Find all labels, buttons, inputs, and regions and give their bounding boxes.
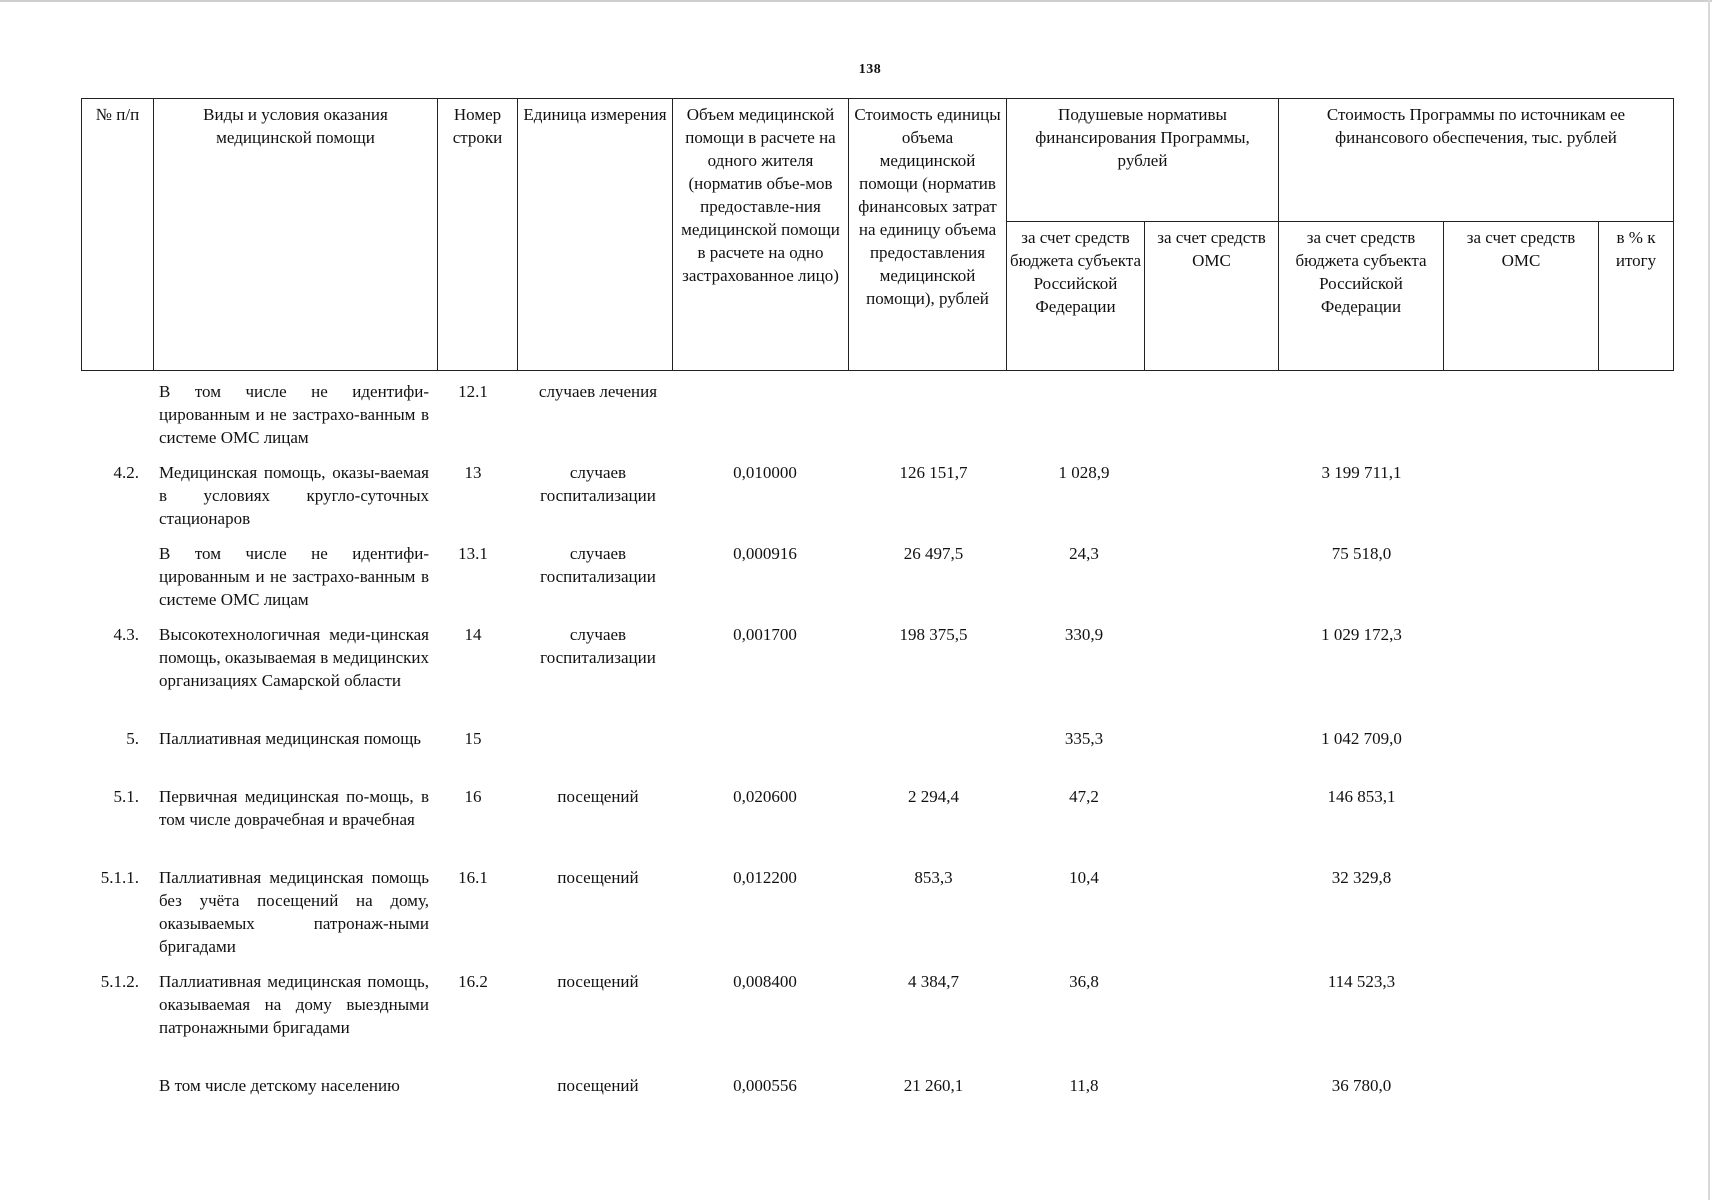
row-line: 13.1	[458, 544, 488, 563]
row-budget: 11,8	[1069, 1076, 1099, 1095]
header-volume: Объем медицинской помощи в расчете на одного жителя (норматив объе-мов предоставле-ния медицинской помощи в расчете на одно застрахованное лицо)	[673, 99, 849, 371]
row-num: 4.2.	[113, 463, 139, 482]
row-cost: 2 294,4	[908, 787, 959, 806]
scan-edge-top	[0, 0, 1712, 2]
header-program-budget: за счет средств бюджета субъекта Российской Федерации	[1279, 222, 1444, 371]
row-name: В том числе детскому населению	[159, 1076, 400, 1095]
row-unit: случаев лечения	[538, 382, 658, 401]
row-line: 16	[464, 787, 482, 806]
header-program-oms: за счет средств ОМС	[1444, 222, 1599, 371]
row-budget: 335,3	[1064, 729, 1104, 748]
row-cost: 4 384,7	[908, 972, 959, 991]
header-line: Номер строки	[438, 99, 518, 371]
row-unit: случаев госпитализации	[540, 544, 656, 586]
row-unit: посещений	[557, 787, 639, 806]
header-per-capita: Подушевые нормативы финансирования Программы, рублей	[1007, 99, 1279, 222]
row-volume: 0,000556	[733, 1076, 797, 1095]
row-volume: 0,001700	[733, 625, 797, 644]
row-name: В том числе не идентифи-цированным и не застрахо-ванным в системе ОМС лицам	[159, 382, 429, 447]
header-unit-cost: Стоимость единицы объема медицинской помощи (норматив финансовых затрат на единицу объема предоставления медицинской помощи), рублей	[849, 99, 1007, 371]
row-volume: 0,008400	[733, 972, 797, 991]
row-unit: случаев госпитализации	[540, 463, 656, 505]
table-header	[81, 98, 1674, 371]
row-line: 16.1	[458, 868, 488, 887]
row-volume: 0,000916	[733, 544, 797, 563]
row-line: 12.1	[458, 382, 488, 401]
row-budget: 24,3	[1069, 544, 1099, 563]
row-unit: посещений	[557, 1076, 639, 1095]
row-name: Паллиативная медицинская помощь	[159, 729, 422, 748]
header-num: № п/п	[82, 99, 154, 371]
header-program-cost: Стоимость Программы по источникам ее финансового обеспечения, тыс. рублей	[1279, 99, 1674, 222]
row-total: 32 329,8	[1331, 868, 1392, 887]
row-name: Паллиативная медицинская помощь, оказываемая на дому выездными патронажными бригадами	[159, 972, 429, 1037]
header-types: Виды и условия оказания медицинской помощи	[154, 99, 438, 371]
row-cost: 21 260,1	[903, 1076, 964, 1095]
row-budget: 330,9	[1064, 625, 1104, 644]
row-name: Паллиативная медицинская помощь без учёта посещений на дому, оказываемых патронаж-ными бригадами	[159, 868, 429, 956]
row-total: 1 029 172,3	[1321, 625, 1402, 644]
header-per-capita-oms: за счет средств ОМС	[1145, 222, 1279, 371]
scan-edge-right	[1708, 0, 1710, 1200]
header-per-capita-budget: за счет средств бюджета субъекта Российской Федерации	[1007, 222, 1145, 371]
row-budget: 47,2	[1069, 787, 1099, 806]
row-total: 114 523,3	[1327, 972, 1396, 991]
row-cost: 126 151,7	[899, 463, 968, 482]
row-total: 146 853,1	[1327, 787, 1396, 806]
row-name: В том числе не идентифи-цированным и не застрахо-ванным в системе ОМС лицам	[159, 544, 429, 609]
row-name: Медицинская помощь, оказы-ваемая в условиях кругло-суточных стационаров	[159, 463, 429, 528]
row-total: 3 199 711,1	[1321, 463, 1402, 482]
row-cost: 853,3	[914, 868, 953, 887]
row-total: 36 780,0	[1331, 1076, 1392, 1095]
row-budget: 36,8	[1069, 972, 1099, 991]
header-unit: Единица измерения	[518, 99, 673, 371]
row-unit: посещений	[557, 868, 639, 887]
row-line: 14	[464, 625, 482, 644]
page-number: 138	[858, 62, 882, 77]
row-budget: 10,4	[1069, 868, 1099, 887]
header-program-pct: в % к итогу	[1599, 222, 1674, 371]
row-budget: 1 028,9	[1058, 463, 1110, 482]
row-num: 5.	[126, 729, 139, 748]
row-num: 5.1.1.	[100, 868, 139, 887]
row-volume: 0,020600	[733, 787, 797, 806]
row-volume: 0,012200	[733, 868, 797, 887]
row-num: 5.1.2.	[100, 972, 139, 991]
row-volume: 0,010000	[733, 463, 797, 482]
row-unit: случаев госпитализации	[540, 625, 656, 667]
row-cost: 26 497,5	[903, 544, 964, 563]
row-cost: 198 375,5	[899, 625, 968, 644]
row-name: Первичная медицинская по-мощь, в том числе доврачебная и врачебная	[159, 787, 429, 829]
row-line: 13	[464, 463, 482, 482]
row-name: Высокотехнологичная меди-цинская помощь, оказываемая в медицинских организациях Самарской области	[159, 625, 430, 690]
row-total: 75 518,0	[1331, 544, 1392, 563]
row-line: 15	[464, 729, 482, 748]
row-unit: посещений	[557, 972, 639, 991]
row-total: 1 042 709,0	[1321, 729, 1402, 748]
row-num: 5.1.	[113, 787, 139, 806]
row-num: 4.3.	[113, 625, 139, 644]
row-line: 16.2	[458, 972, 488, 991]
